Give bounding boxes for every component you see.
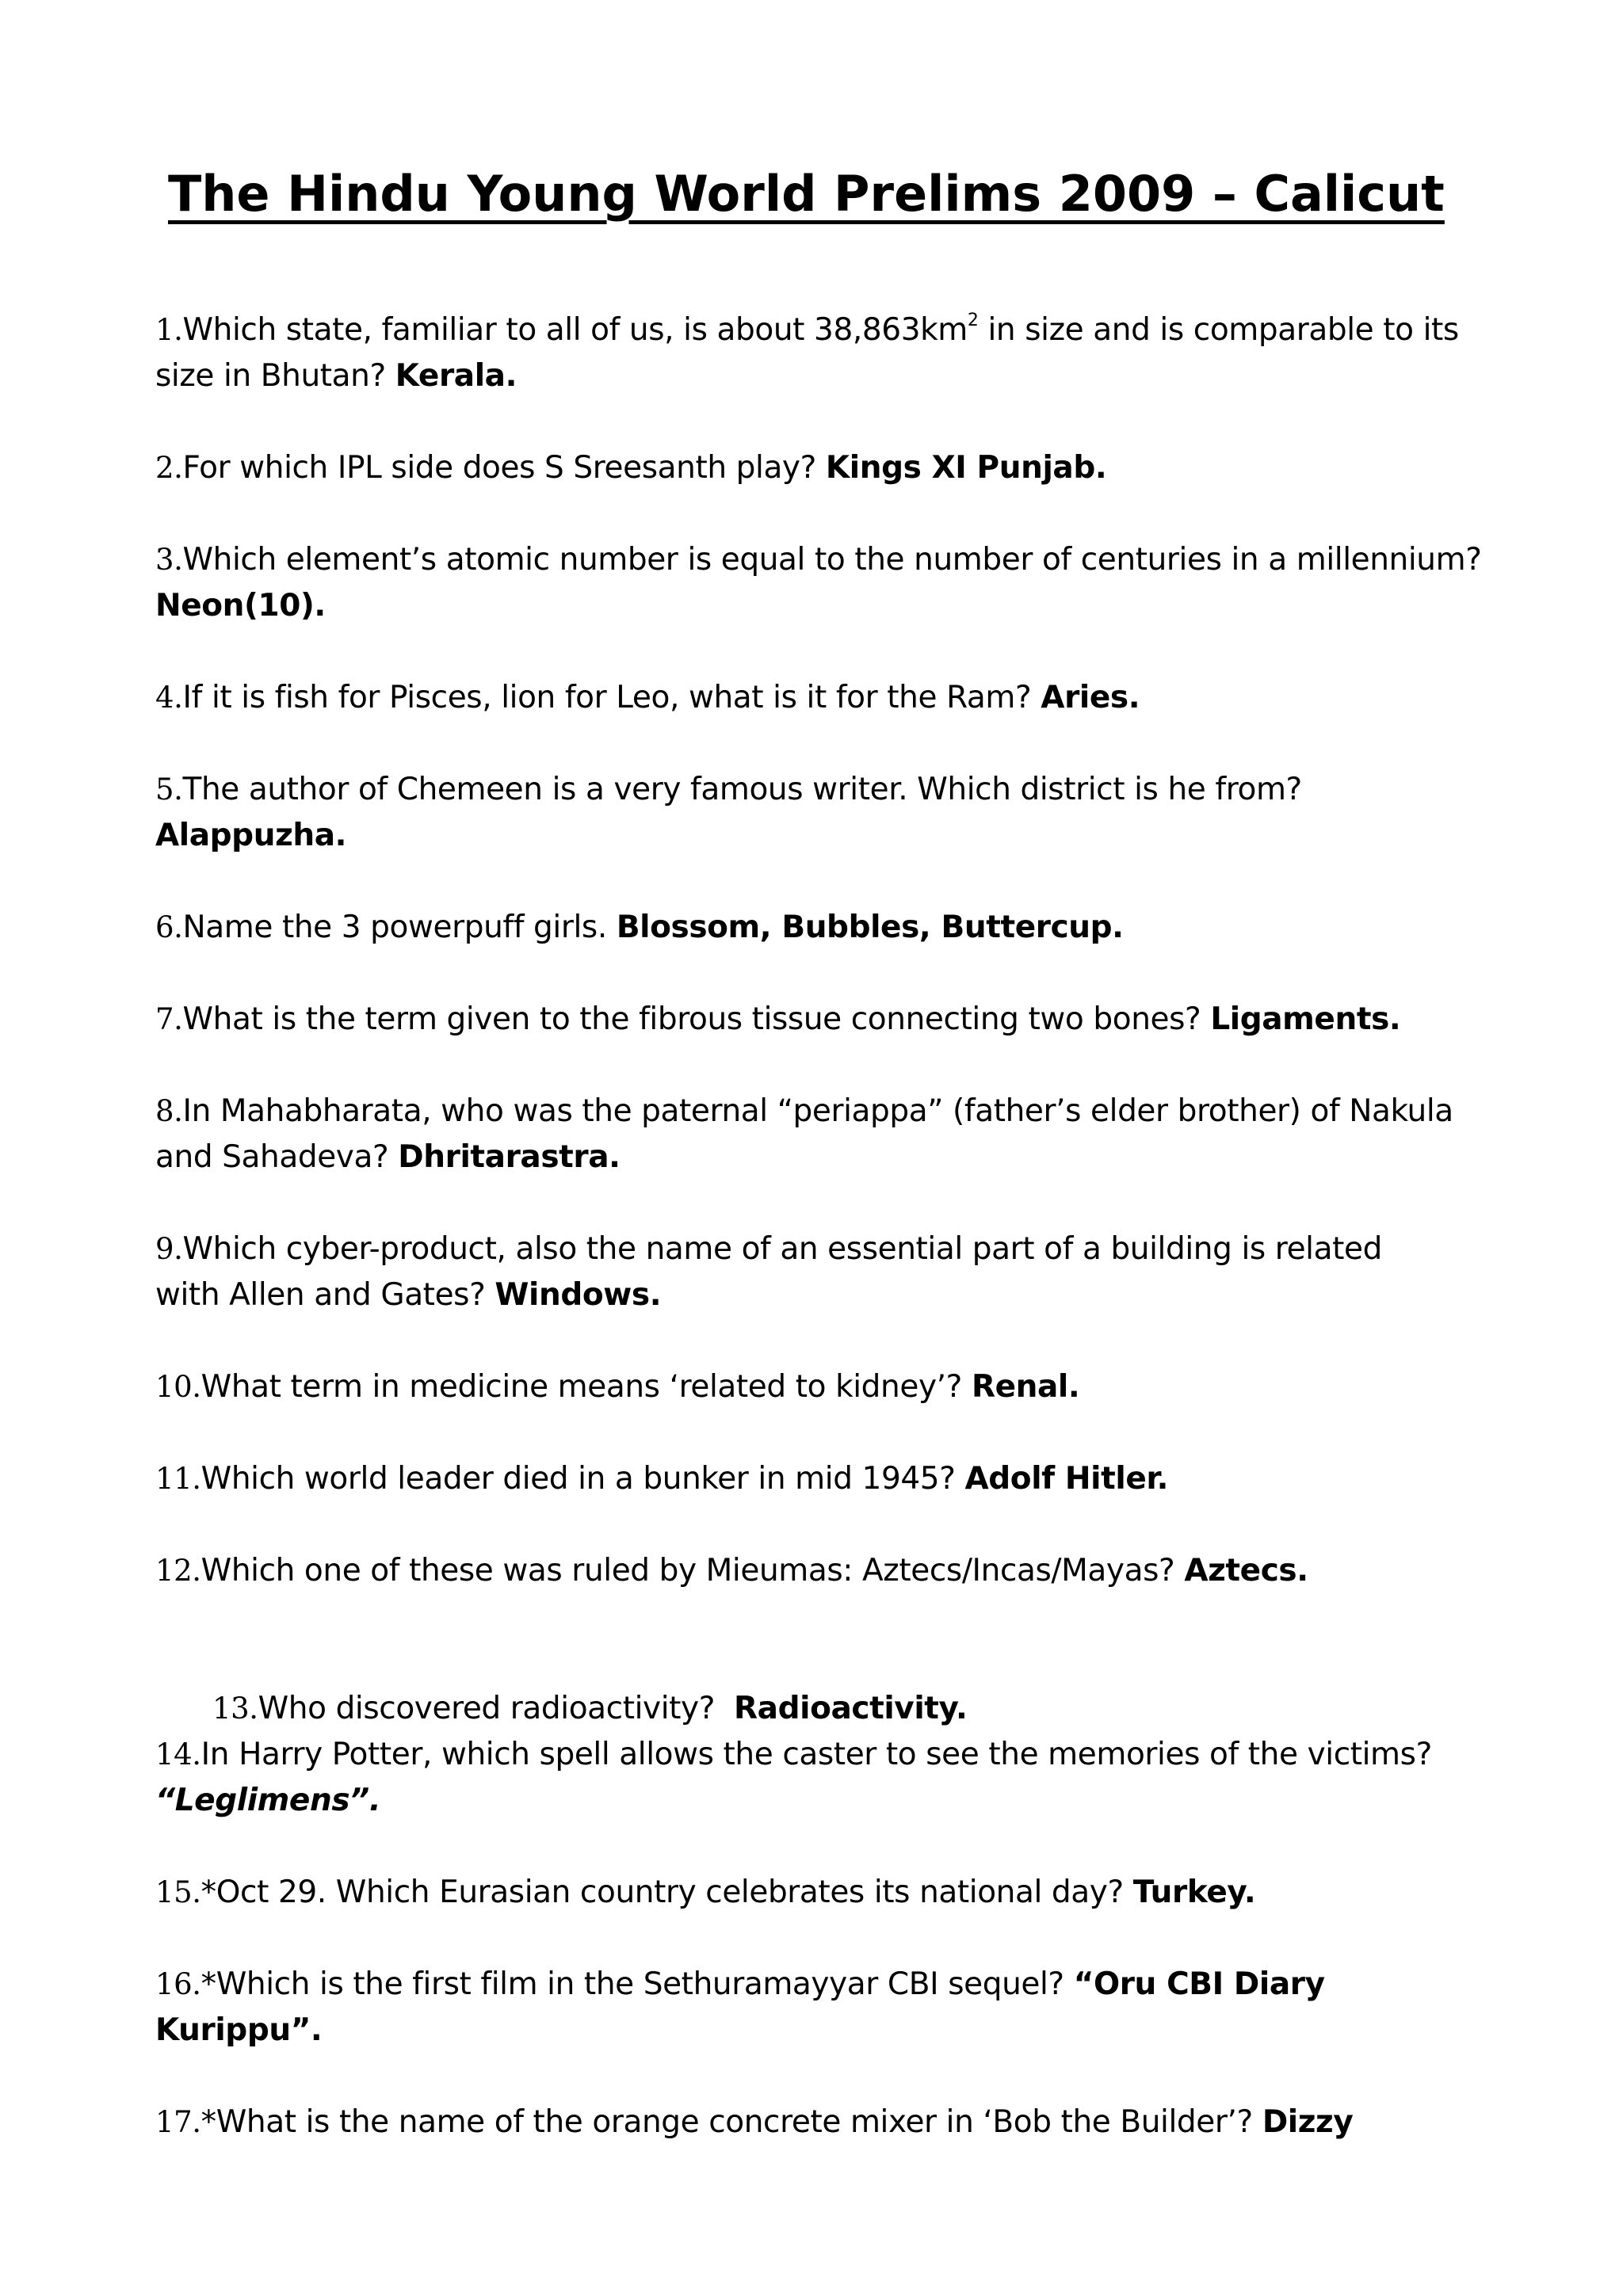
answer: Adolf Hitler. <box>964 1461 1169 1497</box>
question-number: 1. <box>155 313 183 347</box>
question-text: The author of Chemeen is a very famous writer. Which district is he from? <box>182 772 1302 807</box>
question-text: For which IPL side does S Sreesanth play? <box>182 450 826 486</box>
question-10 <box>155 1364 1487 1410</box>
question-text: In Harry Potter, which spell allows the caster to see the memories of the victims? <box>200 1737 1432 1772</box>
question-text: If it is fish for Pisces, lion for Leo, what is it for the Ram? <box>182 680 1041 715</box>
question-1 <box>155 307 1487 399</box>
answer: Kerala. <box>395 358 517 394</box>
answer: Aztecs. <box>1184 1553 1308 1589</box>
question-number: 3. <box>155 543 183 577</box>
question-text: *What is the name of the orange concrete mixer in ‘Bob the Builder’? <box>200 2104 1262 2140</box>
question-16 <box>155 1962 1392 2054</box>
question-text: *Which is the first film in the Sethuramayyar CBI sequel? <box>200 1966 1074 2002</box>
question-text: Which one of these was ruled by Mieumas: Aztecs/Incas/Mayas? <box>200 1553 1185 1589</box>
question-8 <box>155 1089 1495 1180</box>
answer: “Leglimens”. <box>155 1783 381 1818</box>
question-number: 8. <box>155 1094 183 1128</box>
question-number: 11. <box>155 1462 201 1496</box>
answer: Ligaments. <box>1210 1001 1401 1037</box>
question-12 <box>155 1548 1487 1594</box>
superscript: 2 <box>967 311 979 330</box>
question-text: Name the 3 powerpuff girls. <box>182 910 617 945</box>
question-text: Which element’s atomic number is equal to the number of centuries in a millennium? <box>182 542 1482 578</box>
answer: Radioactivity. <box>734 1691 968 1726</box>
question-number: 5. <box>155 772 183 807</box>
question-5 <box>155 767 1392 859</box>
question-9 <box>155 1226 1415 1318</box>
question-number: 7. <box>155 1002 183 1036</box>
answer: Aries. <box>1041 680 1140 715</box>
question-4 <box>155 675 1487 721</box>
document-title: The Hindu Young World Prelims 2009 – Calicut <box>168 165 1445 223</box>
answer: Kings XI Punjab. <box>825 450 1107 486</box>
answer: Dizzy <box>1262 2104 1354 2140</box>
question-number: 6. <box>155 910 183 944</box>
question-number: 16. <box>155 1967 201 2001</box>
question-2 <box>155 445 1487 491</box>
question-number: 17. <box>155 2105 201 2139</box>
question-text: Which state, familiar to all of us, is about 38,863km <box>182 312 968 348</box>
answer: Renal. <box>971 1369 1080 1405</box>
answer: Neon(10). <box>155 588 326 624</box>
answer: Blossom, Bubbles, Buttercup. <box>616 910 1124 945</box>
answer: Turkey. <box>1132 1875 1256 1910</box>
question-11 <box>155 1456 1487 1502</box>
question-number: 14. <box>155 1737 201 1772</box>
question-7 <box>155 997 1487 1043</box>
question-number: 4. <box>155 681 183 715</box>
answer: Windows. <box>495 1277 662 1313</box>
question-15 <box>155 1870 1487 1916</box>
question-number: 9. <box>155 1232 183 1266</box>
question-number: 13. <box>212 1691 258 1726</box>
question-text: Who discovered radioactivity? <box>258 1691 735 1726</box>
answer: “Oru CBI Diary Kurippu”. <box>155 1966 1325 2048</box>
question-text-cont: in size and is comparable to its size in Bhutan? <box>155 312 1459 394</box>
question-number: 2. <box>155 451 183 485</box>
answer: Alappuzha. <box>155 818 347 853</box>
question-text: *Oct 29. Which Eurasian country celebrates its national day? <box>200 1875 1133 1910</box>
question-text: In Mahabharata, who was the paternal “periappa” (father’s elder brother) of Nakula and Sahadeva? <box>155 1093 1453 1175</box>
question-14 <box>155 1732 1495 1824</box>
question-6 <box>155 905 1487 951</box>
question-text: What is the term given to the fibrous tissue connecting two bones? <box>182 1001 1211 1037</box>
question-3 <box>155 537 1510 629</box>
question-text: Which cyber-product, also the name of an essential part of a building is related with Allen and Gates? <box>155 1231 1382 1313</box>
question-number: 15. <box>155 1875 201 1909</box>
question-text: Which world leader died in a bunker in mid 1945? <box>200 1461 965 1497</box>
answer: Dhritarastra. <box>398 1139 621 1175</box>
question-number: 10. <box>155 1370 201 1404</box>
question-text: What term in medicine means ‘related to kidney’? <box>200 1369 972 1405</box>
question-number: 12. <box>155 1554 201 1588</box>
question-17 <box>155 2100 1487 2145</box>
